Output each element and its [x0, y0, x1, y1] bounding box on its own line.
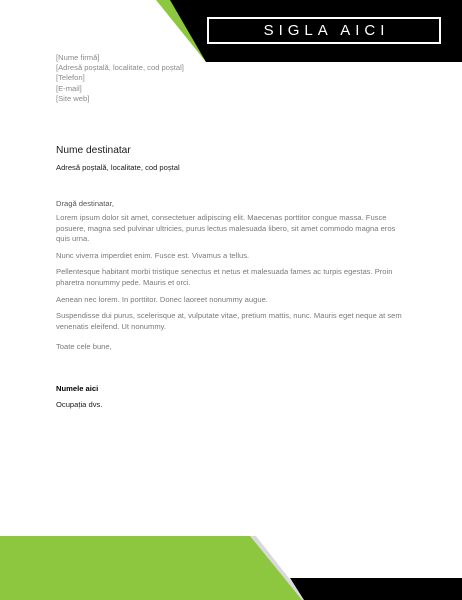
recipient-address: Adresă poștală, localitate, cod poștal: [56, 163, 180, 172]
body-paragraph: Nunc viverra imperdiet enim. Fusce est. Vivamus a tellus.: [56, 250, 250, 260]
closing: Toate cele bune,: [56, 342, 112, 351]
body-paragraph: Pellentesque habitant morbi tristique senectus et netus et malesuada fames ac turpis egestas. Proin pharetra nonummy pede. Mauris et orci.: [56, 267, 393, 287]
footer-black-band: [290, 578, 462, 600]
footer-green-shape: [0, 536, 302, 600]
sender-company: [Nume firmă]: [56, 53, 100, 62]
sender-phone: [Telefon]: [56, 73, 85, 83]
signature-name: Numele aici: [56, 384, 99, 393]
body-paragraph: Lorem ipsum dolor sit amet, consectetuer adipiscing elit. Maecenas porttitor congue massa. Fusce posuere, magna sed pulvinar ultricies, purus lectus malesuada libero, sit amet commodo magna eros quis urna.: [56, 213, 396, 244]
logo-placeholder: [207, 17, 441, 44]
body-paragraph: Aenean nec lorem. In porttitor. Donec laoreet nonummy augue.: [56, 294, 268, 304]
signature-role: Ocupația dvs.: [56, 400, 103, 409]
salutation: Dragă destinatar,: [56, 199, 114, 208]
sender-email: [E-mail]: [56, 83, 82, 93]
logo-text: SIGLA AICI: [263, 22, 390, 39]
letter-body: [56, 213, 406, 338]
sender-block: [56, 53, 184, 104]
body-paragraph: Suspendisse dui purus, scelerisque at, vulputate vitae, pretium mattis, nunc. Mauris eget neque at sem venenatis eleifend. Ut nonummy.: [56, 311, 402, 331]
sender-website: [Site web]: [56, 93, 90, 103]
sender-address: [Adresă poștală, localitate, cod poștal]: [56, 63, 184, 73]
recipient-name: Nume destinatar: [56, 145, 131, 156]
